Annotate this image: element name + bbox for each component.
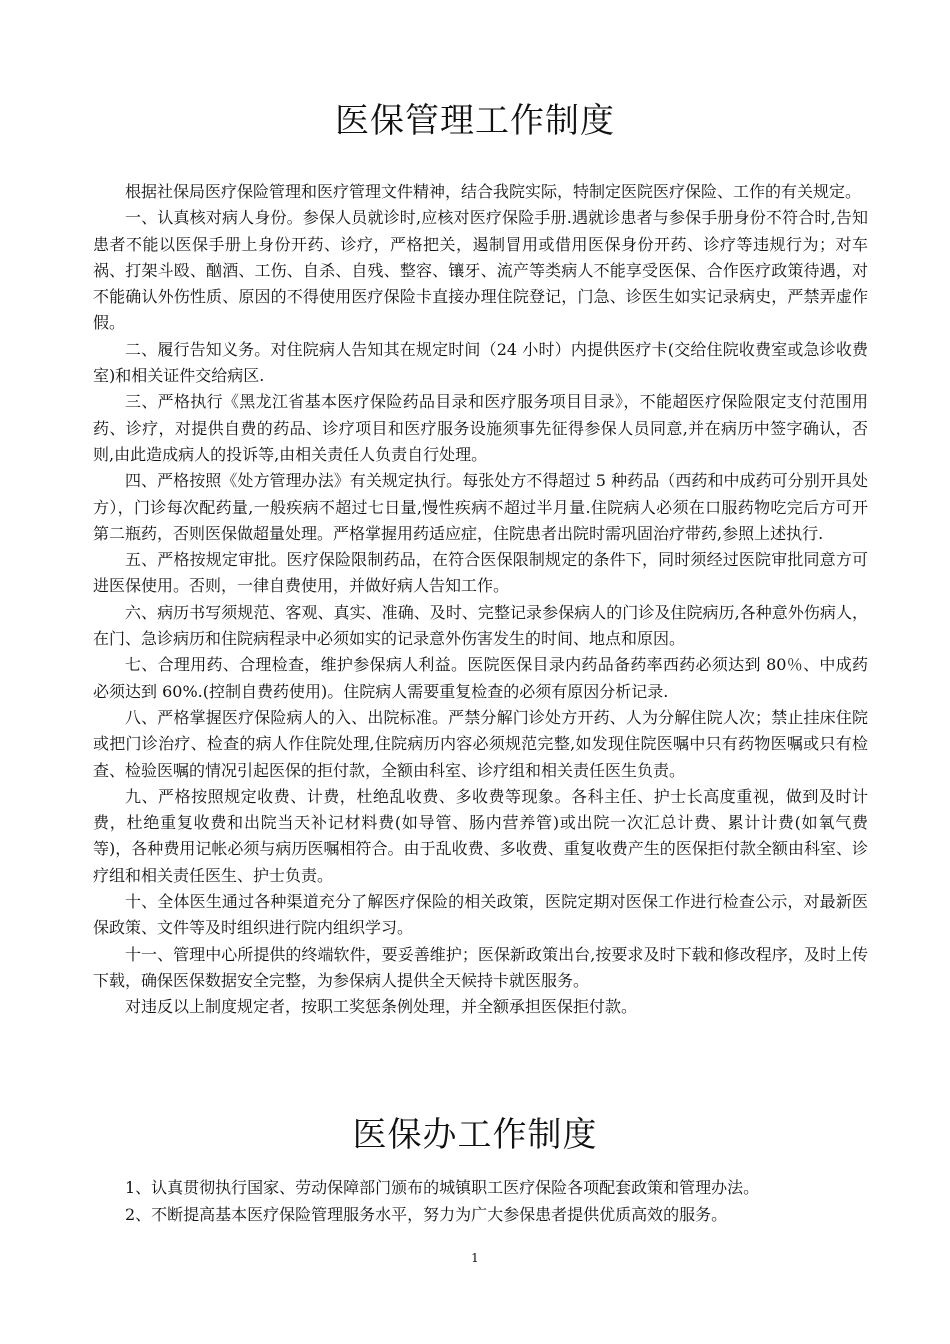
rule-paragraph-10: 十、全体医生通过各种渠道充分了解医疗保险的相关政策，医院定期对医保工作进行检查公示，对最新医保政策、文件等及时组织进行院内组织学习。 <box>93 892 868 938</box>
rule-paragraph-7: 七、合理用药、合理检查，维护参保病人利益。医院医保目录内药品备药率西药必须达到 80％、中成药必须达到 60%.(控制自费药使用)。住院病人需要重复检查的必须有原因分析记录. <box>93 655 868 701</box>
rule-paragraph-11: 十一、管理中心所提供的终端软件，要妥善维护；医保新政策出台,按要求及时下载和修改程序，及时上传下载，确保医保数据安全完整，为参保病人提供全天候持卡就医服务。 <box>93 944 868 990</box>
rule-paragraph-5: 五、严格按规定审批。医疗保险限制药品，在符合医保限制规定的条件下，同时须经过医院审批同意方可进医保使用。否则，一律自费使用，并做好病人告知工作。 <box>93 550 868 596</box>
rule-paragraph-6: 六、病历书写须规范、客观、真实、准确、及时、完整记录参保病人的门诊及住院病历,各种意外伤病人，在门、急诊病历和住院病程录中必须如实的记录意外伤害发生的时间、地点和原因。 <box>93 602 868 649</box>
rule-paragraph-9: 九、严格按照规定收费、计费，杜绝乱收费、多收费等现象。各科主任、护士长高度重视，做到及时计费，杜绝重复收费和出院当天补记材料费(如导管、肠内营养管)或出院一次汇总计费、累计计费(如氧气费等)，各种费用记帐必须与病历医嘱相符合。由于乱收费、多收费、重复收费产生的医保拒付款全额由科室、诊疗组和相关责任医生、护士负责。 <box>93 786 868 885</box>
intro-paragraph: 根据社保局医疗保险管理和医疗管理文件精神，结合我院实际，特制定医院医疗保险、工作的有关规定。 <box>125 182 862 201</box>
rule-paragraph-2: 二、履行告知义务。对住院病人告知其在规定时间（24 小时）内提供医疗卡(交给住院收费室或急诊收费室)和相关证件交给病区. <box>93 339 868 386</box>
document-body <box>93 179 868 1021</box>
document-title: 医保管理工作制度 <box>335 101 615 141</box>
closing-paragraph: 对违反以上制度规定者，按职工奖惩条例处理，并全额承担医保拒付款。 <box>125 997 638 1017</box>
section-item-1: 1、认真贯彻执行国家、劳动保障部门颁布的城镇职工医疗保险各项配套政策和管理办法。 <box>125 1178 760 1197</box>
rule-paragraph-4: 四、严格按照《处方管理办法》有关规定执行。每张处方不得超过 5 种药品（西药和中成药可分别开具处方），门诊每次配药量,一般疾病不超过七日量,慢性疾病不超过半月量.住院病人必须在口服药物吃完后方可开第二瓶药，否则医保做超量处理。严格掌握用药适应症，住院患者出院时需巩固治疗带药,参照上述执行. <box>93 471 868 543</box>
rule-paragraph-1: 一、认真核对病人身份。参保人员就诊时,应核对医疗保险手册.遇就诊患者与参保手册身份不符合时,告知患者不能以医保手册上身份开药、诊疗，严格把关，遏制冒用或借用医保身份开药、诊疗等违规行为；对车祸、打架斗殴、酗酒、工伤、自杀、自残、整容、镶牙、流产等类病人不能享受医保、合作医疗政策待遇，对不能确认外伤性质、原因的不得使用医疗保险卡直接办理住院登记，门急、诊医生如实记录病史，严禁弄虚作假。 <box>93 208 868 333</box>
section-item-2: 2、不断提高基本医疗保险管理服务水平，努力为广大参保患者提供优质高效的服务。 <box>125 1205 728 1224</box>
rule-paragraph-3: 三、严格执行《黑龙江省基本医疗保险药品目录和医疗服务项目目录》，不能超医疗保险限定支付范围用药、诊疗，对提供自费的药品、诊疗项目和医疗服务设施须事先征得参保人员同意,并在病历中签字确认，否则,由此造成病人的投诉等,由相关责任人负责自行处理。 <box>93 392 868 464</box>
page-number: 1 <box>471 1251 479 1265</box>
section-title: 医保办工作制度 <box>352 1115 598 1155</box>
rule-paragraph-8: 八、严格掌握医疗保险病人的入、出院标准。严禁分解门诊处方开药、人为分解住院人次；禁止挂床住院或把门诊治疗、检查的病人作住院处理,住院病历内容必须规范完整,如发现住院医嘱中只有药物医嘱或只有检查、检验医嘱的情况引起医保的拒付款，全额由科室、诊疗组和相关责任医生负责。 <box>93 707 868 780</box>
section-body <box>93 1174 883 1228</box>
